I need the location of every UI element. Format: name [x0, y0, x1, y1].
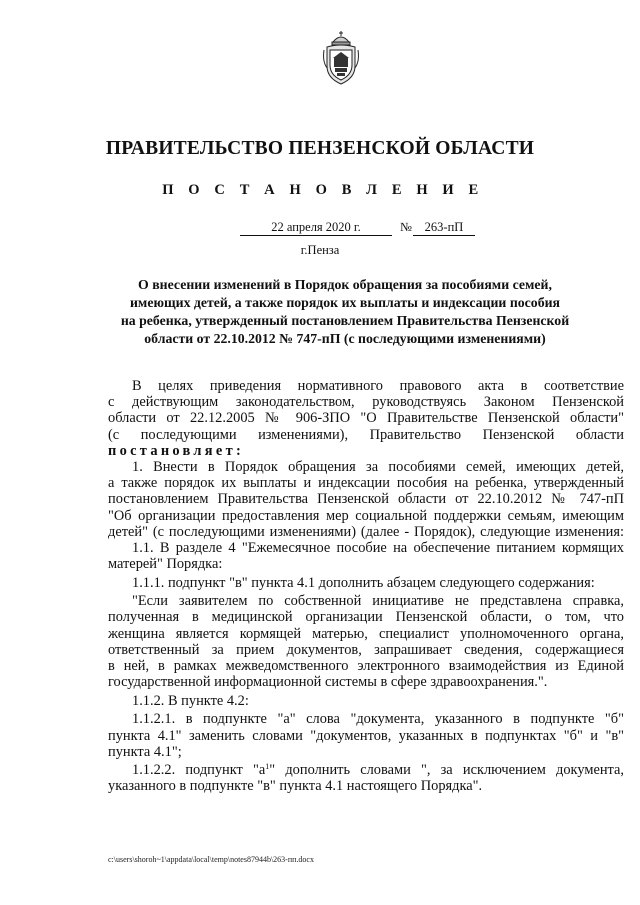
government-title: ПРАВИТЕЛЬСТВО ПЕНЗЕНСКОЙ ОБЛАСТИ [105, 138, 535, 159]
body-line: полученная в медицинской организации Пензенской области, о том, что [108, 609, 624, 626]
body-line: "Если заявителем по собственной инициативе не представлена справка, [132, 593, 624, 610]
heading-line: имеющих детей, а также порядок их выплаты и индексации пособия [129, 295, 561, 310]
body-line: матерей" Порядка: [108, 556, 223, 573]
body-line: государственной информационной системы в сфере здравоохранения.". [108, 674, 548, 691]
number-sign: № [400, 220, 412, 234]
text-fragment: 1.1.2.2. подпункт "а [132, 762, 266, 779]
body-line: постановлением Правительства Пензенской области от 22.10.2012 № 747-пП [108, 491, 624, 508]
document-heading [100, 276, 590, 348]
document-type: П О С Т А Н О В Л Е Н И Е [162, 182, 484, 198]
body-line: 1.1.1. подпункт "в" пункта 4.1 дополнить абзацем следующего содержания: [132, 574, 595, 591]
body-line: а также порядок их выплаты и индексации пособия на ребенка, утвержденный [108, 475, 624, 492]
body-line: женщина является кормящей матерью, специалист уполномоченного органа, [108, 625, 624, 642]
heading-line: на ребенка, утвержденный постановлением Правительства Пензенской [120, 313, 570, 328]
body-line: 1.1.2. В пункте 4.2: [132, 692, 249, 709]
body-line: пункта 4.1" заменить словами "документов, указанных в подпунктах "б" и "в" [108, 727, 624, 744]
body-line: указанного в подпункте "в" пункта 4.1 настоящего Порядка". [108, 778, 483, 795]
body-line: (с последующими изменениями), Правительство Пензенской области [108, 426, 624, 443]
decree-number: 263-пП [413, 220, 475, 236]
body-line: ответственный за прием документов, запрашивает сведения, содержащиеся [108, 641, 624, 658]
file-path-footer: c:\users\shoroh~1\appdata\local\temp\notes87944b\263-пп.docx [108, 855, 314, 864]
coat-of-arms-icon [318, 30, 364, 88]
body-line: в ней, в рамках межведомственного электронного взаимодействия из Единой [108, 657, 624, 674]
document-body [108, 378, 624, 795]
body-line: 1.1.2.1. в подпункте "а" слова "документа, указанного в подпункте "б" [132, 711, 624, 728]
body-line [108, 762, 624, 778]
body-line: "Об организации предоставления мер социальной поддержки семьям, имеющим [108, 507, 624, 524]
heading-line: области от 22.10.2012 № 747-пП (с последующими изменениями) [144, 331, 546, 346]
decree-word-line [108, 443, 624, 459]
heading-line: О внесении изменений в Порядок обращения за пособиями семей, [138, 277, 552, 292]
decree-date: 22 апреля 2020 г. [240, 220, 392, 236]
city-name: г.Пенза [300, 243, 340, 257]
body-line: области от 22.12.2005 № 906-ЗПО "О Правительстве Пензенской области" [108, 410, 624, 427]
body-line: 1.1. В разделе 4 "Ежемесячное пособие на обеспечение питанием кормящих [132, 539, 624, 556]
body-line: пункта 4.1"; [108, 743, 182, 760]
decree-word: постановляет: [108, 442, 245, 459]
body-line: с действующим законодательством, руководствуясь Законом Пензенской [108, 394, 624, 411]
superscript: 1 [265, 762, 270, 772]
body-line: В целях приведения нормативного правового акта в соответствие [132, 378, 624, 394]
body-line: детей" (с последующими изменениями) (далее - Порядок), следующие изменения: [108, 523, 624, 540]
body-line: 1. Внести в Порядок обращения за пособиями семей, имеющих детей, [132, 458, 624, 475]
text-fragment: " дополнить словами ", за исключением документа, [269, 762, 624, 779]
